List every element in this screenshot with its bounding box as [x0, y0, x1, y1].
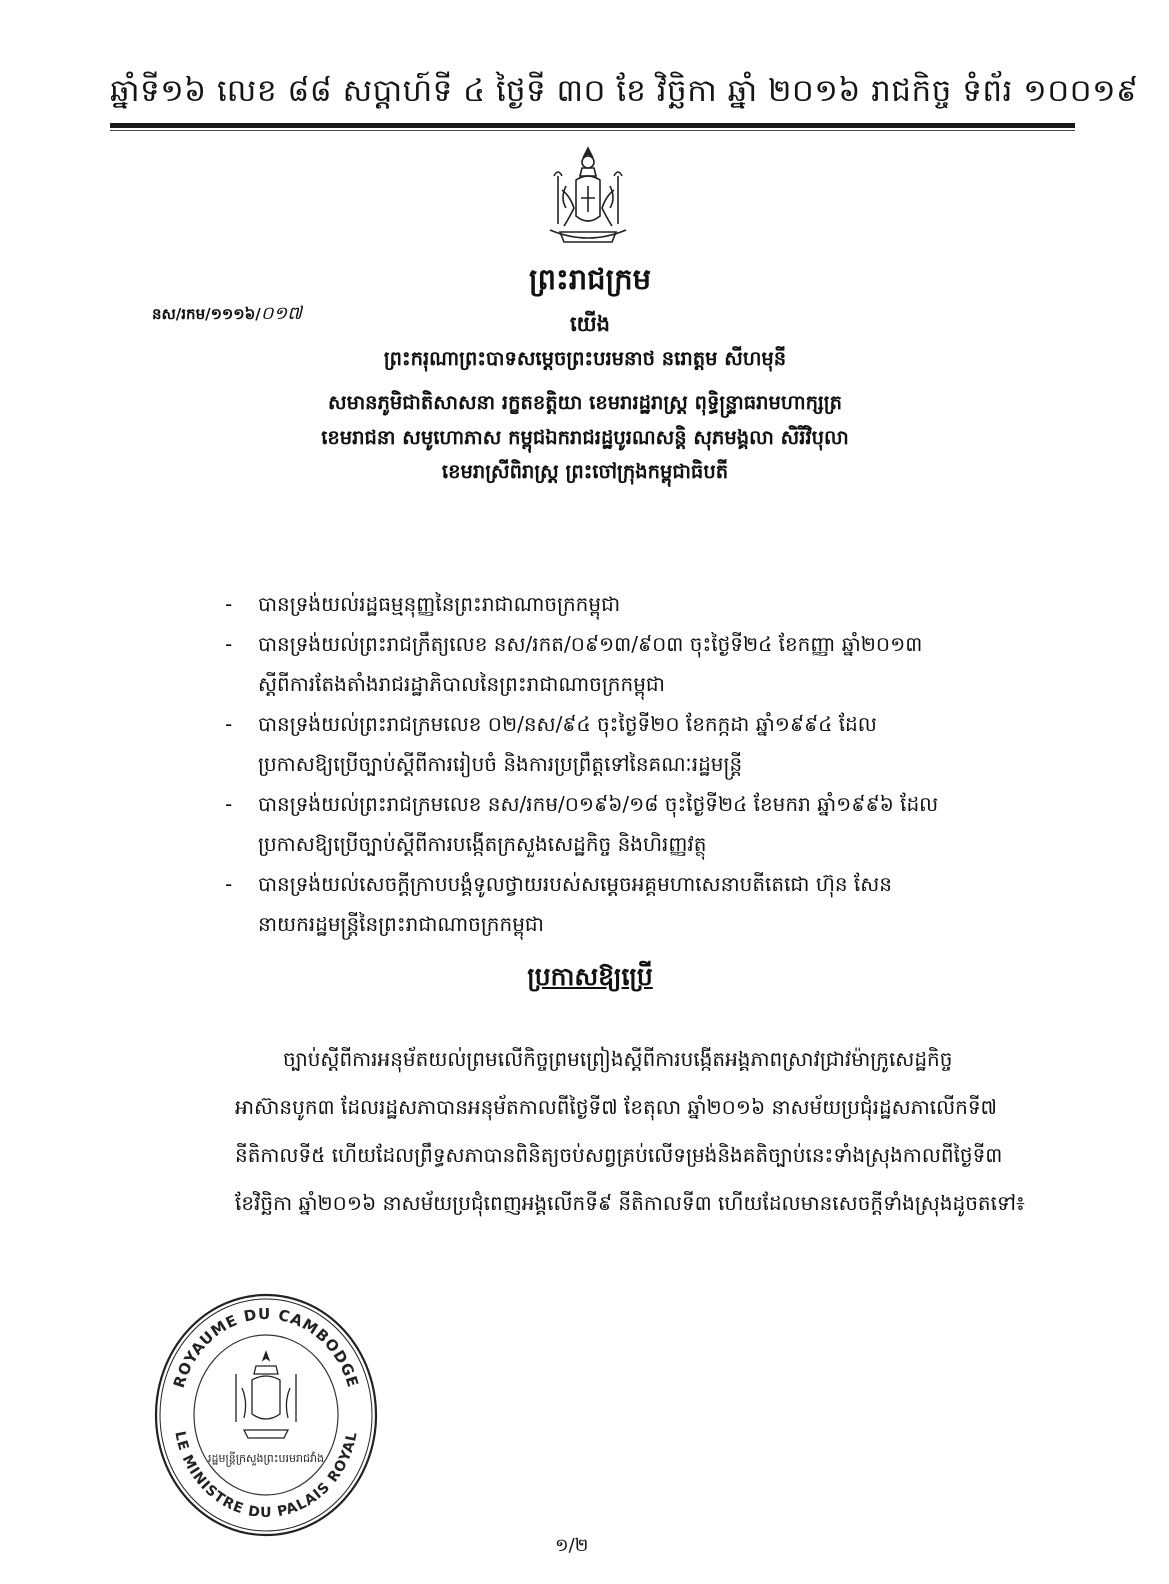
- decree-title: ព្រះរាជក្រម: [528, 262, 652, 296]
- royal-palace-seal: [152, 1290, 380, 1540]
- seal-ring-top: ROYAUME DU CAMBODGE: [169, 1304, 363, 1390]
- clause-text: ស្តីពីការតែងតាំងរាជរដ្ឋាភិបាលនៃព្រះរាជាណាចក្រកម្ពុជា: [258, 672, 665, 696]
- decree-number-printed: នស/រកម/១១១៦/: [152, 305, 261, 323]
- decree-number-handwritten: ០១៧: [260, 303, 302, 324]
- clause-text: បានទ្រង់យល់ព្រះរាជក្រឹត្យលេខ នស/រកត/០៩១៣/៩០៣ ចុះថ្ងៃទី២៤ ខែកញ្ញា ឆ្នាំ២០១៣: [258, 632, 923, 656]
- decree-number: [152, 301, 302, 328]
- body-line: ច្បាប់ស្តីពីការអនុម័តយល់ព្រមលើកិច្ចព្រមព្រៀងស្តីពីការបង្កើតអង្គភាពស្រាវជ្រាវម៉ាក្រូសេដ្ឋកិច្ច: [283, 1047, 953, 1071]
- svg-text:LE MINISTRE DU PALAIS ROYAL: [171, 1430, 360, 1521]
- body-line: ខែវិច្ឆិកា ឆ្នាំ២០១៦ នាសម័យប្រជុំពេញអង្គលើកទី៩ នីតិកាលទី៣ ហើយដែលមានសេចក្តីទាំងស្រុងដូចតទៅ៖: [235, 1191, 1025, 1215]
- preamble-clause: [225, 584, 995, 624]
- body-line: នីតិកាលទី៥ ហើយដែលព្រឹទ្ធសភាបានពិនិត្យចប់សព្វគ្រប់លើទម្រង់និងគតិច្បាប់នេះទាំងស្រុងកាលពីថ្ងៃទី៣: [235, 1143, 1003, 1167]
- header-rule-thin: [110, 130, 1075, 131]
- svg-text:ROYAUME DU CAMBODGE: [170, 1305, 362, 1390]
- clause-text: បានទ្រង់យល់ព្រះរាជក្រមលេខ ០២/នស/៩៤ ចុះថ្ងៃទី២០ ខែកក្កដា ឆ្នាំ១៩៩៤ ដែល: [258, 712, 877, 736]
- clause-dash: -: [225, 592, 233, 616]
- clause-dash: -: [225, 632, 233, 656]
- seal-ring-bottom: LE MINISTRE DU PALAIS ROYAL: [171, 1429, 361, 1522]
- page-number: ១/២: [555, 1535, 589, 1556]
- seal-arms-icon: [236, 1352, 296, 1438]
- clause-dash: -: [225, 792, 233, 816]
- preamble-clause: [225, 624, 995, 704]
- clause-text: បានទ្រង់យល់ព្រះរាជក្រមលេខ នស/រកម/០១៩៦/១៨ ចុះថ្ងៃទី២៤ ខែមករា ឆ្នាំ១៩៩៦ ដែល: [258, 792, 939, 816]
- header-rule-thick: [110, 123, 1075, 128]
- clause-dash: -: [225, 712, 233, 736]
- royal-title-line: ខេមរាស្រីពិរាស្ត្រ ព្រះចៅក្រុងកម្ពុជាធិបតី: [441, 460, 729, 483]
- royal-arms-emblem: [538, 146, 638, 250]
- preamble-clause: [225, 784, 995, 864]
- clause-text: បានទ្រង់យល់រដ្ឋធម្មនុញ្ញនៃព្រះរាជាណាចក្រកម្ពុជា: [258, 592, 621, 616]
- clause-text: បានទ្រង់យល់សេចក្តីក្រាបបង្គំទូលថ្វាយរបស់សម្តេចអគ្គមហាសេនាបតីតេជោ ហ៊ុន សែន: [258, 872, 893, 896]
- preamble-clauses: [225, 584, 995, 944]
- body-line: អាស៊ានបូក៣ ដែលរដ្ឋសភាបានអនុម័តកាលពីថ្ងៃទី៧ ខែតុលា ឆ្នាំ២០១៦ នាសម័យប្រជុំរដ្ឋសភាលើកទី៧: [235, 1095, 997, 1119]
- clause-text: ប្រកាសឱ្យប្រើច្បាប់ស្តីពីការបង្កើតក្រសួងសេដ្ឋកិច្ច និងហិរញ្ញវត្ថុ: [258, 832, 707, 856]
- proclaim-heading: ប្រកាសឱ្យប្រើ: [527, 962, 653, 991]
- body-paragraph: [235, 1035, 1025, 1227]
- decree-we: យើង: [570, 312, 610, 336]
- royal-title-line: ខេមរាជនា សមូហោភាស កម្ពុជឯករាជរដ្ឋបូរណសន្តិ សុភមង្គលា សិរីវិបុលា: [321, 426, 849, 449]
- preamble-clause: [225, 704, 995, 784]
- gazette-header: ឆ្នាំទី១៦ លេខ ៨៨ សប្តាហ៍ទី ៤ ថ្ងៃទី ៣០ ខែ វិច្ឆិកា ឆ្នាំ ២០១៦ រាជកិច្ច ទំព័រ ១០០១៩: [110, 73, 1139, 109]
- royal-title-line: សមានភូមិជាតិសាសនា រក្ខតខត្តិយា ខេមរារដ្ឋរាស្ត្រ ពុទ្ធិន្ទ្រាធរាមហាក្សត្រ: [328, 391, 842, 414]
- clause-text: ប្រកាសឱ្យប្រើច្បាប់ស្តីពីការរៀបចំ និងការប្រព្រឹត្តទៅនៃគណៈរដ្ឋមន្ត្រី: [258, 752, 743, 776]
- preamble-clause: [225, 864, 995, 944]
- clause-dash: -: [225, 872, 233, 896]
- clause-text: នាយករដ្ឋមន្ត្រីនៃព្រះរាជាណាចក្រកម្ពុជា: [258, 912, 544, 936]
- seal-inner-text: រដ្ឋមន្ត្រីក្រសួងព្រះបរមរាជវាំង: [208, 1452, 324, 1465]
- royal-title-line: ព្រះករុណាព្រះបាទសម្តេចព្រះបរមនាថ នរោត្តម សីហមុនី: [383, 347, 787, 370]
